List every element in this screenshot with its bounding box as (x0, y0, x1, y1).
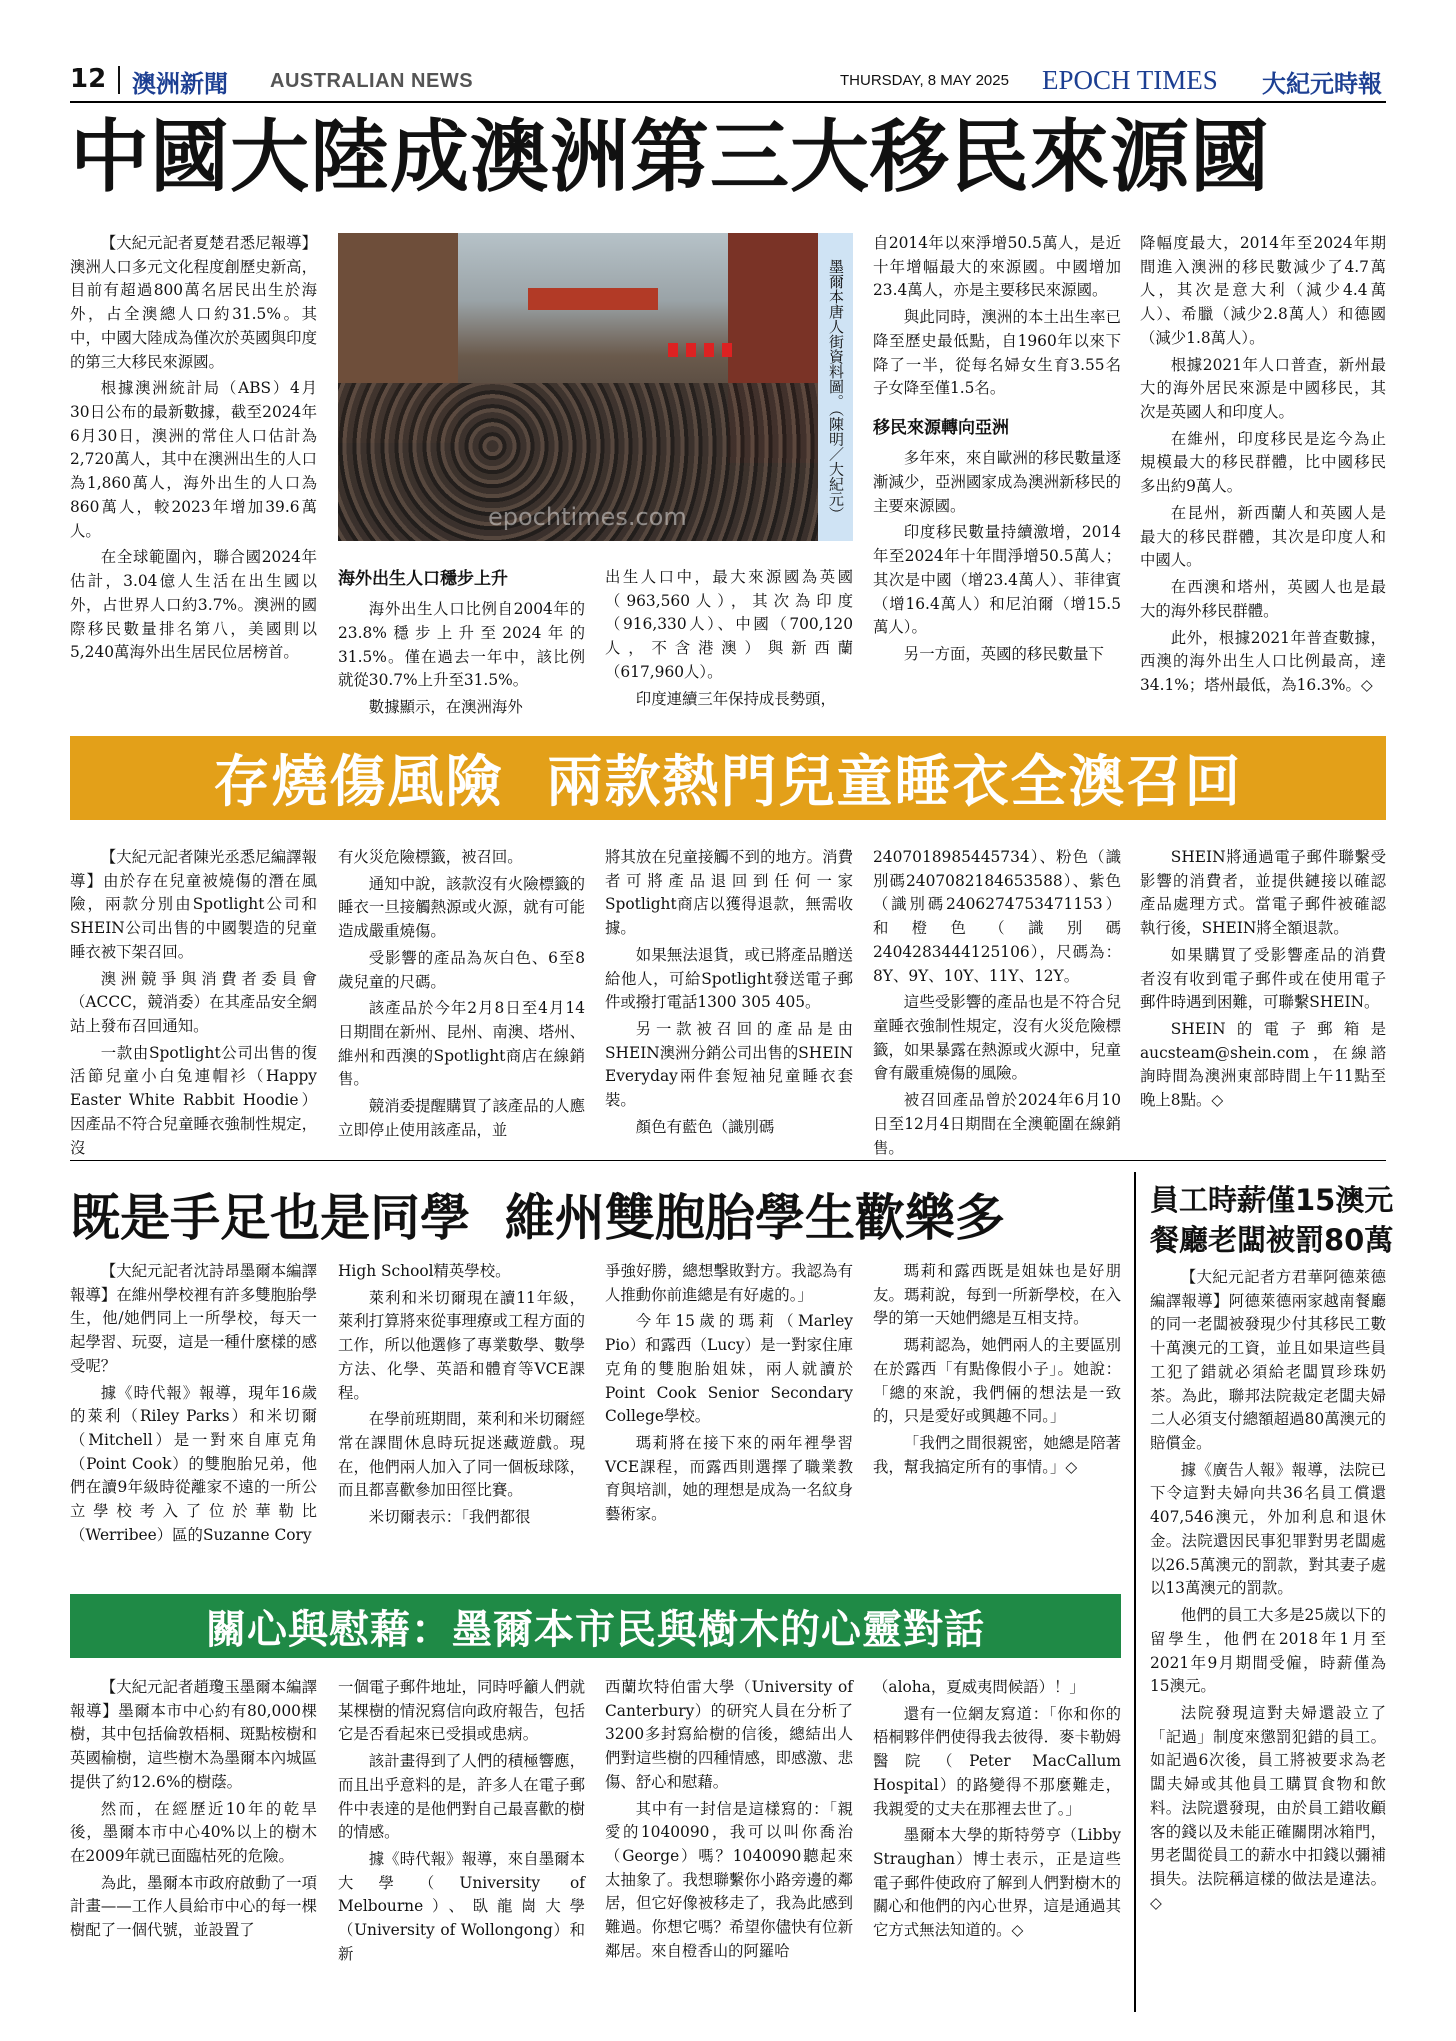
paragraph: 爭強好勝，總想擊敗對方。我認為有人推動你前進總是有好處的。」 (605, 1262, 853, 1304)
paragraph: 瑪莉將在接下來的兩年裡學習VCE課程，而露西則選擇了職業教育與培訓，她的理想是成為一名紋身藝術家。 (605, 1434, 853, 1524)
paragraph: SHEIN的電子郵箱是aucsteam@shein.com，在線諮詢時間為澳洲東部時間上午11點至晚上8點。◇ (1140, 1020, 1386, 1110)
article4-headline: 關心與慰藉：墨爾本市民與樹木的心靈對話 (206, 1606, 985, 1653)
article3-col4 (873, 1260, 1121, 1482)
paragraph: 2407018985445734）、粉色（識別碼2407082184653588）、紫色（識別碼2406274753471153）和橙色（識別碼2404283444125106），尺碼為：8Y、9Y、10Y、11Y、12Y。 (873, 848, 1121, 985)
article3-col2 (338, 1260, 585, 1533)
chinatown-arch (528, 288, 658, 310)
red-lanterns (668, 343, 738, 357)
paragraph: 競消委提醒購買了該產品的人應立即停止使用該產品，並 (338, 1097, 585, 1139)
article4-col1 (70, 1676, 317, 1946)
paragraph: 在西澳和塔州，英國人也是最大的海外移民群體。 (1140, 578, 1386, 620)
paragraph: 如果購買了受影響產品的消費者沒有收到電子郵件或在使用電子郵件時遇到困難，可聯繫SHEIN。 (1140, 945, 1386, 1012)
paragraph: 萊利和米切爾現在讀11年級，萊利打算將來從事理療或工程方面的工作，所以他選修了專業數學、數學方法、化學、英語和體育等VCE課程。 (338, 1288, 585, 1402)
paragraph: 根據澳洲統計局（ABS）4月30日公布的最新數據，截至2024年6月30日，澳洲的常住人口估計為2,720萬人，其中在澳洲出生的人口為1,860萬人，海外出生的人口為860萬人，較2023年增加39.6萬人。 (70, 379, 317, 540)
article4-col2 (338, 1676, 585, 1970)
paragraph: 該產品於今年2月8日至4月14日期間在新州、昆州、南澳、塔州、維州和西澳的Spotlight商店在線銷售。 (338, 999, 585, 1089)
article3-col1 (70, 1260, 317, 1551)
article2-col4 (873, 846, 1121, 1163)
paragraph: 墨爾本大學的斯特勞亨（Libby Straughan）博士表示，正是這些電子郵件使政府了解到人們對樹木的關心和他們的內心世界，這是通過其它方式無法知道的。◇ (873, 1826, 1121, 1940)
paragraph: 這些受影響的產品也是不符合兒童睡衣強制性規定，沒有火災危險標籤，如果暴露在熱源或火源中，兒童會有嚴重燒傷的風險。 (873, 993, 1121, 1083)
page-number: 12 (70, 64, 107, 94)
paragraph: 降幅度最大，2014年至2024年期間進入澳洲的移民數減少了4.7萬人，其次是意大利（減少4.4萬人）、希臘（減少2.8萬人）和德國（減少1.8萬人）。 (1140, 234, 1386, 347)
issue-date: THURSDAY, 8 MAY 2025 (840, 72, 1009, 89)
paragraph: 在全球範圍內，聯合國2024年估計，3.04億人生活在出生國以外，占世界人口約3.7%。澳洲的國際移民數量排名第八，美國則以5,240萬海外出生居民位居榜首。 (70, 548, 317, 662)
paragraph: 該計畫得到了人們的積極響應，而且出乎意料的是，許多人在電子郵件中表達的是他們對自己最喜歡的樹的情感。 (338, 1752, 585, 1842)
article5-col (1150, 1266, 1386, 1918)
paragraph: 出生人口中，最大來源國為英國（963,560人），其次為印度（916,330人）、中國（700,120人，不含港澳）與新西蘭（617,960人）。 (605, 568, 853, 681)
paragraph: 在學前班期間，萊利和米切爾經常在課間休息時玩捉迷藏遊戲。現在，他們兩人加入了同一個板球隊，而且都喜歡參加田徑比賽。 (338, 1410, 585, 1500)
paragraph: 還有一位網友寫道：「你和你的梧桐夥伴們使得我去彼得．麥卡勒姆醫院（Peter MacCallum Hospital）的路變得不那麼難走，我親愛的丈夫在那裡去世了。」 (873, 1704, 1121, 1818)
masthead-rule (70, 101, 1386, 103)
paragraph: 【大紀元記者夏楚君悉尼報導】澳洲人口多元文化程度創歷史新高，目前有超過800萬名居民出生於海外，占全澳總人口約31.5%。其中，中國大陸成為僅次於英國與印度的第三大移民來源國。 (70, 234, 317, 371)
article5-headline-line2: 餐廳老闆被罰80萬 (1150, 1223, 1394, 1257)
paragraph: 受影響的產品為灰白色、6至8歲兒童的尺碼。 (338, 948, 585, 991)
photo-watermark: epochtimes.com (488, 503, 687, 531)
paragraph: 今年15歲的瑪莉（Marley Pio）和露西（Lucy）是一對家住庫克角的雙胞胎姐妹，兩人就讀於Point Cook Senior Secondary College學校。 (605, 1312, 853, 1426)
paragraph: 【大紀元記者方君華阿德萊德編譯報導】阿德萊德兩家越南餐廳的同一老闆被發現少付其移民工數十萬澳元的工資，並且如果這些員工犯了錯就必須給老闆買珍珠奶茶。為此，聯邦法院裁定老闆夫婦二人必須支付總額超過80萬澳元的賠償金。 (1150, 1268, 1386, 1453)
paragraph: 澳洲競爭與消費者委員會（ACCC，競消委）在其產品安全網站上發布召回通知。 (70, 969, 317, 1036)
paragraph: 一個電子郵件地址，同時呼籲人們就某棵樹的情況寫信向政府報告，包括它是否看起來已受損或患病。 (338, 1678, 585, 1744)
paper-name-en: EPOCH TIMES (1042, 65, 1218, 95)
article1-headline: 中國大陸成澳洲第三大移民來源國 (70, 111, 1270, 203)
paragraph: 根據2021年人口普查，新州最大的海外居民來源是中國移民，其次是英國人和印度人。 (1140, 355, 1386, 422)
paragraph: 瑪莉和露西既是姐妹也是好朋友。瑪莉說，每到一所新學校，在入學的第一天她們總是互相支持。 (873, 1262, 1121, 1328)
paragraph: 印度移民數量持續激增，2014年至2024年十年間淨增50.5萬人；其次是中國（增23.4萬人）、菲律賓（增16.4萬人）和尼泊爾（增15.5萬人）。 (873, 523, 1121, 637)
article2-col1 (70, 846, 317, 1163)
paragraph: 為此，墨爾本市政府啟動了一項計畫——工作人員給市中心的每一棵樹配了一個代號，並設置了 (70, 1873, 317, 1940)
article1-col3 (605, 566, 853, 714)
paragraph: High School精英學校。 (338, 1262, 511, 1280)
paragraph: 據《廣告人報》報導，法院已下令這對夫婦向共36名員工償還407,546澳元，外加利息和退休金。法院還因民事犯罪對男老闆處以26.5萬澳元的罰款，對其妻子處以13萬澳元的罰款。 (1150, 1460, 1386, 1598)
article2-col3 (605, 846, 853, 1143)
article4-col4 (873, 1676, 1121, 1946)
paragraph: 其中有一封信是這樣寫的：「親愛的1040090，我可以叫你喬治（George）嗎？1040090聽起來太抽象了。我想聯繫你小路旁邊的鄰居，但它好像被移走了，我為此感到難過。你想它嗎？希望你儘快有位新鄰居。來自橙香山的阿羅哈 (605, 1799, 853, 1960)
article1-col2 (338, 562, 585, 723)
paragraph: 數據顯示，在澳洲海外 (368, 698, 523, 717)
article1-col5 (1140, 232, 1386, 701)
paragraph: 如果無法退貨，或已將產品贈送給他人，可給Spotlight發送電子郵件或撥打電話1300 305 405。 (605, 945, 853, 1012)
paragraph: 據《時代報》報導，現年16歲的萊利（Riley Parks）和米切爾（Mitchell）是一對來自庫克角（Point Cook）的雙胞胎兄弟，他們在讀9年級時從離家不遠的一所公立學校考入了位於華勒比（Werribee）區的Suzanne Cory (70, 1383, 317, 1544)
paper-name-cn: 大紀元時報 (1262, 69, 1382, 98)
article5-headline-line1: 員工時薪僅15澳元 (1150, 1183, 1394, 1217)
article4-headline-banner (70, 1594, 1121, 1658)
paragraph: 有火災危險標籤，被召回。 (338, 848, 523, 866)
article2-headline-banner (70, 736, 1386, 820)
paragraph: 法院發現這對夫婦還設立了「記過」制度來懲罰犯錯的員工。如記過6次後，員工將被要求為老闆夫婦或其他員工購買食物和飲料。法院還發現，由於員工錯收顧客的錢以及未能正確關閉冰箱門，男老闆從員工的薪水中扣錢以彌補損失。法院稱這樣的做法是違法。◇ (1150, 1703, 1386, 1912)
paragraph: 然而，在經歷近10年的乾旱後，墨爾本市中心40%以上的樹木在2009年就已面臨枯死的危險。 (70, 1799, 317, 1866)
paragraph: 據《時代報》報導，來自墨爾本大學（University of Melbourne）、臥龍崗大學（University of Wollongong）和新 (338, 1850, 585, 1963)
paragraph: 另一款被召回的產品是由SHEIN澳洲分銷公司出售的SHEIN Everyday兩件套短袖兒童睡衣套裝。 (605, 1020, 854, 1110)
paragraph: 顏色有藍色（識別碼 (635, 1117, 775, 1136)
chinatown-photo (338, 233, 853, 541)
paragraph: 【大紀元記者沈詩昂墨爾本編譯報導】在維州學校裡有許多雙胞胎學生，他/她們同上一所學校，每天一起學習、玩耍，這是一種什麼樣的感受呢？ (70, 1262, 317, 1375)
sidebar-divider (1134, 1172, 1136, 2012)
paragraph: 被召回產品曾於2024年6月10日至12月4日期間在全澳範圍在線銷售。 (873, 1091, 1121, 1157)
article4-col3 (605, 1676, 853, 1967)
paragraph: 一款由Spotlight公司出售的復活節兒童小白兔連帽衫（Happy Easter White Rabbit Hoodie）因產品不符合兒童睡衣強制性規定，沒 (70, 1043, 317, 1157)
section-title-cn: 澳洲新聞 (132, 70, 228, 98)
paragraph: 【大紀元記者趙瓊玉墨爾本編譯報導】墨爾本市中心約有80,000棵樹，其中包括倫敦梧桐、斑點桉樹和英國榆樹，這些樹木為墨爾本內城區提供了約12.6%的樹蔭。 (70, 1678, 317, 1791)
article2-col2 (338, 846, 585, 1146)
paragraph: 他們的員工大多是25歲以下的留學生，他們在2018年1月至2021年9月期間受僱，時薪僅為15澳元。 (1150, 1606, 1386, 1696)
article3-headline: 既是手足也是同學 維州雙胞胎學生歡樂多 (70, 1189, 1005, 1247)
paragraph: 「我們之間很親密，她總是陪著我，幫我搞定所有的事情。」◇ (873, 1434, 1121, 1476)
paragraph: 海外出生人口比例自2004年的23.8%穩步上升至2024年的31.5%。僅在過去一年中，該比例就從30.7%上升至31.5%。 (338, 600, 585, 690)
masthead-divider (118, 66, 120, 94)
paragraph: SHEIN將通過電子郵件聯繫受影響的消費者，並提供鏈接以確認產品處理方式。當電子郵件被確認執行後，SHEIN將全額退款。 (1140, 848, 1386, 938)
subhead: 海外出生人口穩步上升 (338, 569, 508, 589)
paragraph: 在昆州，新西蘭人和英國人是最大的移民群體，其次是印度人和中國人。 (1140, 503, 1386, 570)
paragraph: 西蘭坎特伯雷大學（University of Canterbury）的研究人員在分析了3200多封寫給樹的信後，總結出人們對這些樹的四種情感，即感激、悲傷、舒心和慰藉。 (605, 1678, 853, 1791)
paragraph: 米切爾表示：「我們都很 (368, 1508, 531, 1527)
paragraph: 此外，根據2021年普查數據，西澳的海外出生人口比例最高，達34.1%；塔州最低，為16.3%。◇ (1140, 628, 1386, 694)
paragraph: 自2014年以來淨增50.5萬人，是近十年增幅最大的來源國。中國增加23.4萬人，亦是主要移民來源國。 (873, 234, 1121, 300)
article1-col1 (70, 232, 317, 668)
photo-caption-text: 墨爾本唐人街資料圖。（陳明／大紀元） (827, 258, 845, 522)
paragraph: 通知中說，該款沒有火險標籤的睡衣一旦接觸熱源或火源，就有可能造成嚴重燒傷。 (338, 874, 585, 941)
article3-col3 (605, 1260, 853, 1530)
masthead (70, 62, 1386, 100)
section-rule (70, 1160, 1386, 1161)
section-title-en: AUSTRALIAN NEWS (270, 70, 474, 92)
paragraph: 印度連續三年保持成長勢頭， (635, 689, 836, 708)
paragraph: 另一方面，英國的移民數量下 (903, 644, 1104, 663)
paragraph: 瑪莉認為，她們兩人的主要區別在於露西「有點像假小子」。她說：「總的來說，我們倆的想法是一致的，只是愛好或興趣不同。」 (873, 1336, 1121, 1426)
paragraph: 在維州，印度移民是迄今為止規模最大的移民群體，比中國移民多出約9萬人。 (1140, 429, 1386, 496)
article1-col4 (873, 232, 1121, 670)
paragraph: 多年來，來自歐洲的移民數量逐漸減少，亞洲國家成為澳洲新移民的主要來源國。 (873, 449, 1121, 515)
paragraph: 【大紀元記者陳光丞悉尼編譯報導】由於存在兒童被燒傷的潛在風險，兩款分別由Spotlight公司和SHEIN公司出售的中國製造的兒童睡衣被下架召回。 (70, 848, 317, 961)
paragraph: 與此同時，澳洲的本土出生率已降至歷史最低點，自1960年以來下降了一半，從每名婦女生育3.55名子女降至僅1.5名。 (873, 308, 1121, 398)
subhead: 移民來源轉向亞洲 (873, 418, 1009, 439)
article2-headline: 存燒傷風險 兩款熱門兒童睡衣全澳召回 (213, 750, 1243, 815)
paragraph: 將其放在兒童接觸不到的地方。消費者可將產品退回到任何一家Spotlight商店以獲得退款，無需收據。 (605, 848, 853, 938)
article2-col5 (1140, 846, 1386, 1116)
paragraph: （aloha，夏威夷問候語）！」 (873, 1678, 1085, 1696)
